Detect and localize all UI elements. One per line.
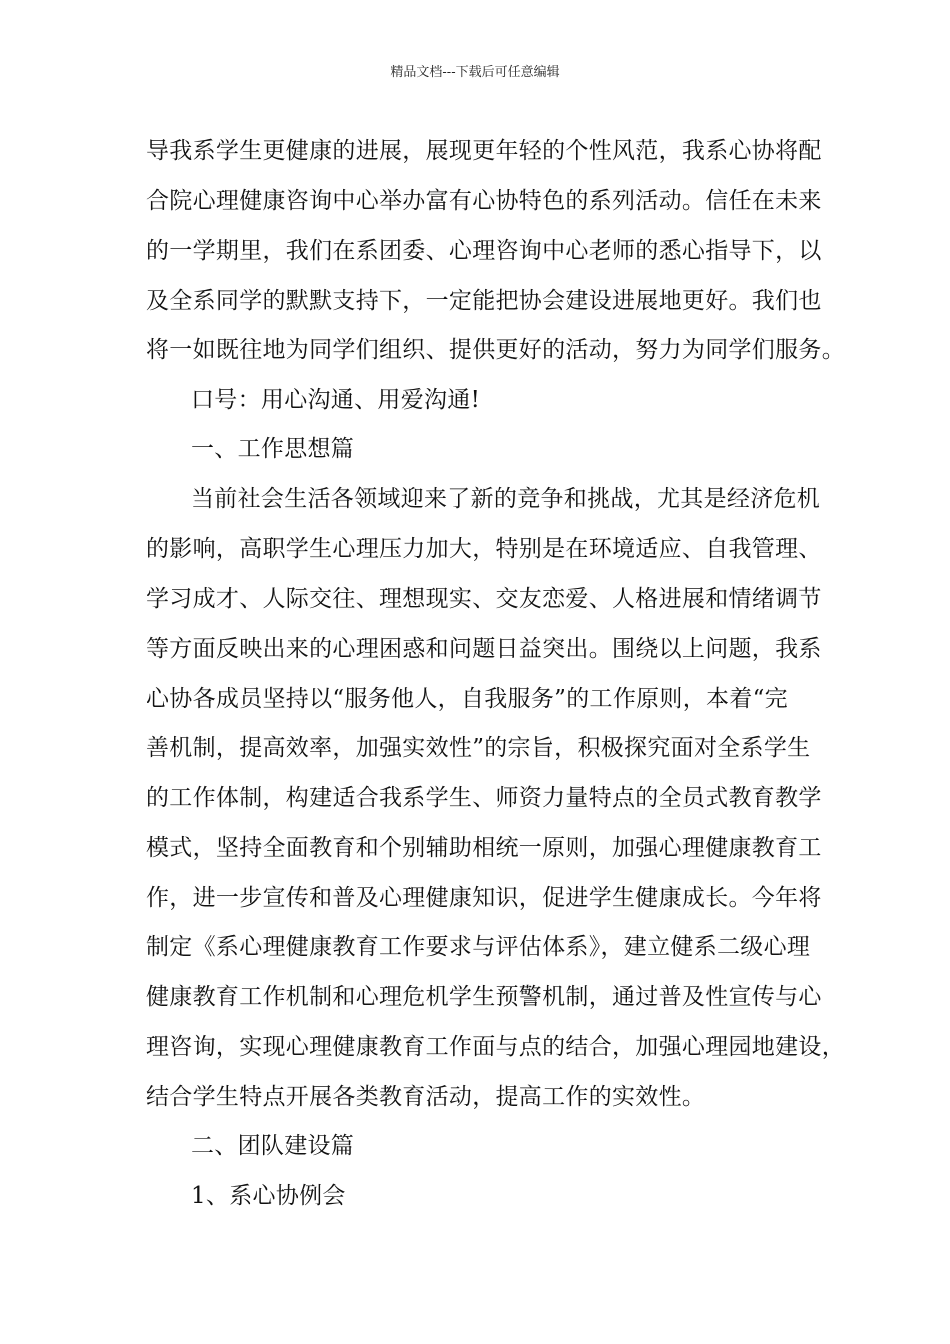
subsection-heading: 1、系心协例会 — [191, 1183, 346, 1209]
page-header: 精品文档---下载后可任意编辑 — [390, 65, 560, 80]
text-line: 理咨询，实现心理健康教育工作面与点的结合，加强心理园地建设， — [146, 1034, 845, 1060]
text-line: 等方面反映出来的心理困惑和问题日益突出。围绕以上问题，我系 — [146, 636, 822, 662]
slogan-line: 口号：用心沟通、用爱沟通! — [191, 387, 481, 413]
section-heading: 二、团队建设篇 — [191, 1133, 355, 1159]
text-line: 的工作体制，构建适合我系学生、师资力量特点的全员式教育教学 — [146, 785, 822, 811]
text-line: 合院心理健康咨询中心举办富有心协特色的系列活动。信任在未来 — [146, 188, 822, 214]
text-line: 健康教育工作机制和心理危机学生预警机制，通过普及性宣传与心 — [146, 984, 822, 1010]
text-line: 模式，坚持全面教育和个别辅助相统一原则，加强心理健康教育工 — [146, 835, 822, 861]
text-line: 当前社会生活各领域迎来了新的竞争和挑战，尤其是经济危机 — [191, 486, 821, 512]
text-line: 心协各成员坚持以“服务他人，自我服务”的工作原则，本着“完 — [146, 686, 788, 712]
text-line: 善机制，提高效率，加强实效性”的宗旨，积极探究面对全系学生 — [146, 735, 811, 761]
text-line: 结合学生特点开展各类教育活动，提高工作的实效性。 — [146, 1084, 706, 1110]
text-line: 及全系同学的默默支持下，一定能把协会建设进展地更好。我们也 — [146, 288, 822, 314]
text-line: 制定《系心理健康教育工作要求与评估体系》，建立健系二级心理 — [146, 934, 811, 960]
section-heading: 一、工作思想篇 — [191, 436, 355, 462]
text-line: 学习成才、人际交往、理想现实、交友恋爱、人格进展和情绪调节 — [146, 586, 822, 612]
text-line: 将一如既往地为同学们组织、提供更好的活动，努力为同学们服务。 — [146, 337, 845, 363]
text-line: 导我系学生更健康的进展，展现更年轻的个性风范，我系心协将配 — [146, 138, 822, 164]
text-line: 的影响，高职学生心理压力加大，特别是在环境适应、自我管理、 — [146, 536, 822, 562]
text-line: 的一学期里，我们在系团委、心理咨询中心老师的悉心指导下，以 — [146, 238, 822, 264]
text-line: 作，进一步宣传和普及心理健康知识，促进学生健康成长。今年将 — [146, 885, 822, 911]
